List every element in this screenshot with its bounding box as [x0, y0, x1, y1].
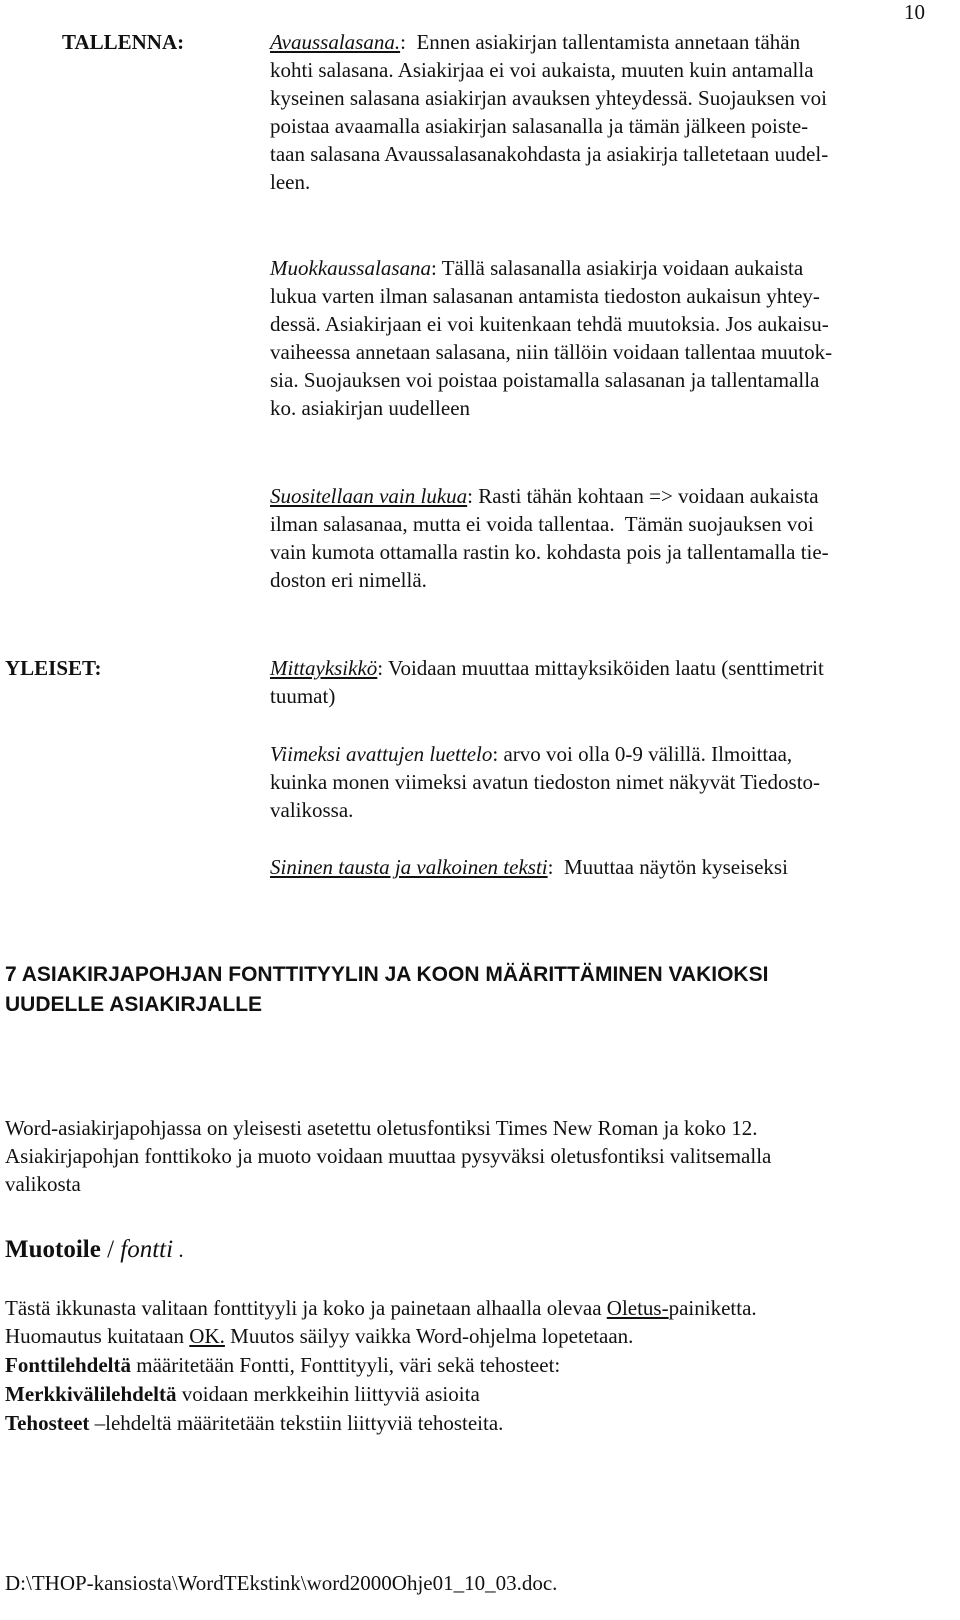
viimeksi-first-line [270, 740, 792, 768]
menu-separator: / [100, 1236, 121, 1263]
footer-file-path: D:\THOP-kansiosta\WordTEkstink\word2000Ohje01_10_03.doc. [5, 1571, 558, 1595]
suositellaan-first-line [270, 482, 819, 510]
avaussalasana-term: Avaussalasana. [270, 30, 401, 54]
sininen-first-line [270, 853, 788, 881]
avaussalasana-text: Ennen asiakirjan tallentamista annetaan tähän [405, 30, 801, 54]
sininen-text: : Muuttaa näytön kyseiseksi [547, 855, 788, 879]
instruction-text: voidaan merkkeihin liittyviä asioita [176, 1382, 480, 1406]
viimeksi-line: valikossa. [270, 798, 354, 822]
fonttilehdelta-term: Fonttilehdeltä [5, 1353, 131, 1377]
muokkaussalasana-text: : Tällä salasanalla asiakirja voidaan aukaista [431, 256, 804, 280]
muokkaussalasana-line: lukua varten ilman salasanan antamista tiedoston aukaisun yhtey- [270, 284, 820, 308]
mittayksikko-text: : Voidaan muuttaa mittayksiköiden laatu (senttimetrit [377, 656, 824, 680]
instruction-text: Tästä ikkunasta valitaan fonttityyli ja koko ja painetaan alhaalla olevaa [5, 1296, 607, 1320]
menu-muotoile: Muotoile [5, 1236, 101, 1263]
menu-fontti: fontti [120, 1236, 174, 1263]
mittayksikko-first-line [270, 654, 824, 682]
sininen-term: Sininen tausta ja valkoinen teksti [270, 855, 548, 879]
tehosteet-term: Tehosteet [5, 1411, 90, 1435]
suositellaan-line: vain kumota ottamalla rastin ko. kohdasta pois ja tallentamalla tie- [270, 540, 829, 564]
suositellaan-text: : Rasti tähän kohtaan => voidaan aukaista [467, 484, 819, 508]
suositellaan-line: doston eri nimellä. [270, 568, 427, 592]
suositellaan-term: Suositellaan vain lukua [270, 484, 468, 508]
section-heading-continued: UUDELLE ASIAKIRJALLE [5, 993, 263, 1016]
viimeksi-line: kuinka monen viimeksi avatun tiedoston nimet näkyvät Tiedosto- [270, 770, 821, 794]
page-number: 10 [904, 0, 925, 24]
instruction-text: painiketta. [668, 1296, 757, 1320]
body-line: valikosta [5, 1172, 81, 1196]
avaussalasana-line: leen. [270, 170, 311, 194]
instruction-text: määritetään Fontti, Fonttityyli, väri sekä tehosteet: [131, 1353, 561, 1377]
instruction-line [5, 1294, 757, 1322]
muokkaussalasana-first-line [270, 254, 803, 282]
instruction-line [5, 1322, 633, 1350]
instruction-text: Muutos säilyy vaikka Word-ohjelma lopetetaan. [224, 1324, 634, 1348]
instruction-line [5, 1351, 560, 1379]
oletus-button-reference: Oletus- [606, 1296, 669, 1320]
muokkaussalasana-term: Muokkaussalasana [270, 256, 431, 280]
body-line: Asiakirjapohjan fonttikoko ja muoto voidaan muuttaa pysyväksi oletusfontiksi valitsemalla [5, 1144, 772, 1168]
muokkaussalasana-line: vaiheessa annetaan salasana, niin tällöin voidaan tallentaa muutok- [270, 340, 833, 364]
viimeksi-term: Viimeksi avattujen luettelo [270, 742, 493, 766]
menu-end: . [173, 1238, 184, 1262]
avaussalasana-line: kyseinen salasana asiakirjan avauksen yhteydessä. Suojauksen voi [270, 86, 827, 110]
avaussalasana-line: poistaa avaamalla asiakirjan salasanalla ja tämän jälkeen poiste- [270, 114, 809, 138]
suositellaan-line: ilman salasanaa, mutta ei voida tallentaa. Tämän suojauksen voi [270, 512, 814, 536]
merkkivalilehdelta-term: Merkkivälilehdeltä [5, 1382, 177, 1406]
avaussalasana-line: kohti salasana. Asiakirjaa ei voi aukaista, muuten kuin antamalla [270, 58, 814, 82]
muokkaussalasana-line: ko. asiakirjan uudelleen [270, 396, 471, 420]
viimeksi-text: : arvo voi olla 0-9 välillä. Ilmoittaa, [492, 742, 793, 766]
avaussalasana-first-line [270, 28, 800, 56]
instruction-line [5, 1409, 503, 1437]
body-line: Word-asiakirjapohjassa on yleisesti asetettu oletusfontiksi Times New Roman ja koko 12. [5, 1116, 758, 1140]
menu-path [5, 1234, 184, 1266]
avaussalasana-colon: : [400, 30, 406, 54]
mittayksikko-line: tuumat) [270, 684, 336, 708]
instruction-text: –lehdeltä määritetään tekstiin liittyviä tehosteita. [89, 1411, 504, 1435]
instruction-line [5, 1380, 480, 1408]
yleiset-label: YLEISET: [5, 656, 102, 680]
instruction-text: Huomautus kuitataan [5, 1324, 190, 1348]
muokkaussalasana-line: dessä. Asiakirjaan ei voi kuitenkaan tehdä muutoksia. Jos aukaisu- [270, 312, 829, 336]
mittayksikko-term: Mittayksikkö [270, 656, 378, 680]
avaussalasana-line: taan salasana Avaussalasanakohdasta ja asiakirja talletetaan uudel- [270, 142, 829, 166]
section-heading: 7 ASIAKIRJAPOHJAN FONTTITYYLIN JA KOON MÄÄRITTÄMINEN VAKIOKSI [5, 963, 769, 986]
ok-button-reference: OK. [189, 1324, 225, 1348]
tallenna-label: TALLENNA: [62, 30, 185, 54]
muokkaussalasana-line: sia. Suojauksen voi poistaa poistamalla salasanan ja tallentamalla [270, 368, 820, 392]
